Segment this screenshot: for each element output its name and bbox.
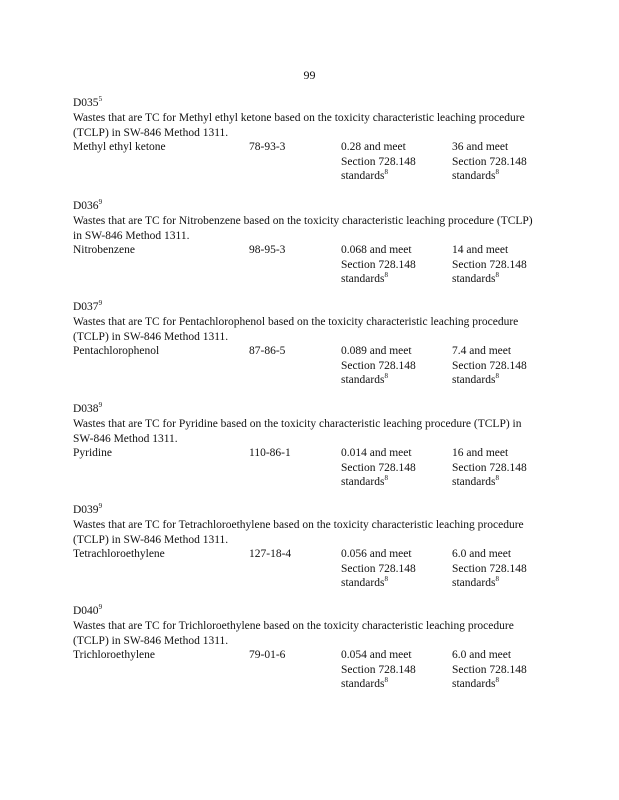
constituent-name: Trichloroethylene: [73, 649, 155, 661]
constituent-name: Pyridine: [73, 447, 112, 459]
waste-entry-d036: [73, 199, 553, 287]
wastewater-standard: 0.054 and meet Section 728.148 standards$^8$: [341, 649, 416, 690]
wastewater-standard: 0.056 and meet Section 728.148 standards$^8$: [341, 548, 416, 589]
constituent-name: Tetrachloroethylene: [73, 548, 165, 560]
wastewater-standard: 0.068 and meet Section 728.148 standards$^8$: [341, 244, 416, 285]
waste-description: Wastes that are TC for Trichloroethylene based on the toxicity characteristic leaching procedure (TCLP) in SW-846 Method 1311.: [73, 620, 514, 647]
footnote-ref: 9: [98, 198, 103, 206]
constituent-name: Pentachlorophenol: [73, 345, 160, 357]
cas-number: 98-95-3: [249, 244, 286, 256]
constituent-row: [73, 344, 553, 388]
page-number: 99: [303, 68, 316, 82]
waste-entry-d037: [73, 300, 553, 388]
waste-code: $D035^5$: [73, 95, 103, 109]
cas-number: 87-86-5: [249, 345, 286, 357]
waste-code: $D037^9$: [73, 299, 103, 313]
nonwastewater-standard: 6.0 and meet Section 728.148 standards$^8$: [452, 548, 527, 589]
waste-code: $D036^9$: [73, 198, 103, 212]
footnote-ref: 9: [98, 401, 103, 409]
nonwastewater-standard: 36 and meet Section 728.148 standards$^8$: [452, 141, 527, 182]
wastewater-standard: 0.28 and meet Section 728.148 standards$^8$: [341, 141, 416, 182]
waste-description: Wastes that are TC for Pyridine based on the toxicity characteristic leaching procedure (TCLP) in SW-846 Method 1311.: [73, 418, 522, 445]
footnote-ref: 5: [98, 95, 103, 103]
waste-entry-d040: [73, 604, 553, 692]
footnote-ref: 9: [98, 603, 103, 611]
constituent-name: Methyl ethyl ketone: [73, 141, 166, 153]
waste-code: $D040^9$: [73, 603, 103, 617]
cas-number: 79-01-6: [249, 649, 286, 661]
wastewater-standard: 0.089 and meet Section 728.148 standards$^8$: [341, 345, 416, 386]
footnote-ref: 9: [98, 502, 103, 510]
waste-code: $D039^9$: [73, 502, 103, 516]
waste-description: Wastes that are TC for Tetrachloroethylene based on the toxicity characteristic leaching procedure (TCLP) in SW-846 Method 1311.: [73, 519, 524, 546]
waste-entry-d039: [73, 503, 553, 591]
waste-description: Wastes that are TC for Pentachlorophenol based on the toxicity characteristic leaching procedure (TCLP) in SW-846 Method 1311.: [73, 316, 519, 343]
waste-entry-d038: [73, 402, 553, 490]
constituent-row: [73, 547, 553, 591]
cas-number: 110-86-1: [249, 447, 291, 459]
constituent-row: [73, 243, 553, 287]
waste-code: $D038^9$: [73, 401, 103, 415]
constituent-row: [73, 140, 553, 184]
waste-description: Wastes that are TC for Methyl ethyl ketone based on the toxicity characteristic leaching procedure (TCLP) in SW-846 Method 1311.: [73, 112, 525, 139]
nonwastewater-standard: 16 and meet Section 728.148 standards$^8$: [452, 447, 527, 488]
cas-number: 78-93-3: [249, 141, 286, 153]
nonwastewater-standard: 6.0 and meet Section 728.148 standards$^8$: [452, 649, 527, 690]
waste-description: Wastes that are TC for Nitrobenzene based on the toxicity characteristic leaching procedure (TCLP) in SW-846 Method 1311.: [73, 215, 533, 242]
wastewater-standard: 0.014 and meet Section 728.148 standards$^8$: [341, 447, 416, 488]
footnote-ref: 9: [98, 299, 103, 307]
constituent-row: [73, 648, 553, 692]
cas-number: 127-18-4: [249, 548, 292, 560]
waste-entry-d035: [73, 96, 553, 184]
nonwastewater-standard: 7.4 and meet Section 728.148 standards$^8$: [452, 345, 527, 386]
nonwastewater-standard: 14 and meet Section 728.148 standards$^8$: [452, 244, 527, 285]
constituent-row: [73, 446, 553, 490]
constituent-name: Nitrobenzene: [73, 244, 135, 256]
